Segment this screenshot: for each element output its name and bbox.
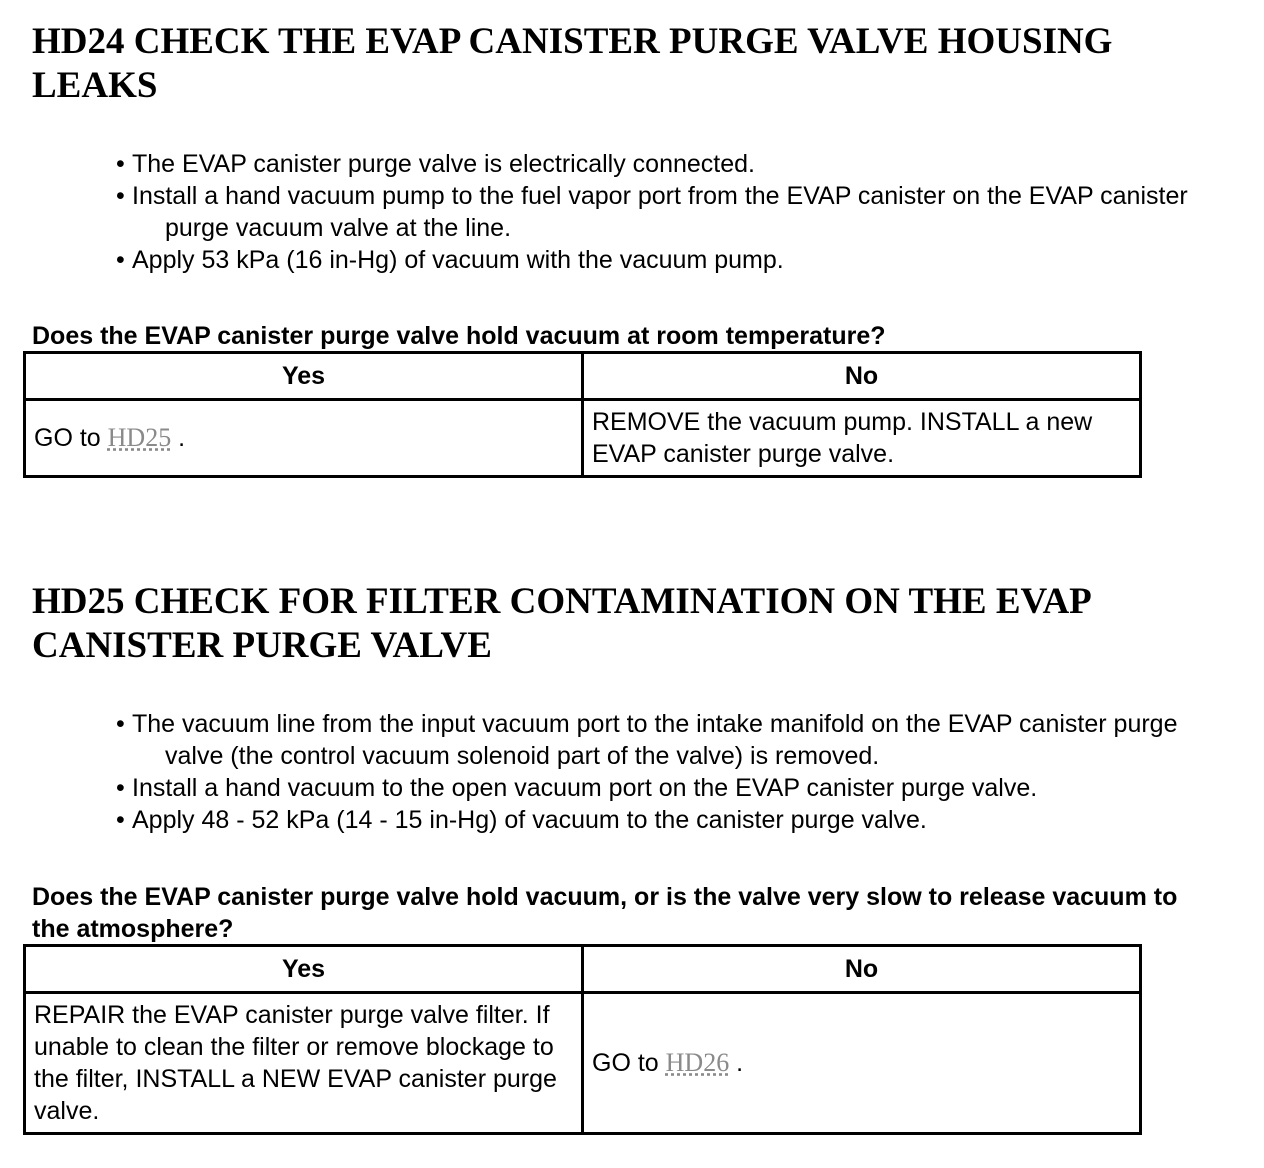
no-header: No xyxy=(583,353,1141,400)
step-item xyxy=(116,708,1236,772)
bullet-icon: • xyxy=(116,806,125,834)
step-item xyxy=(116,148,1236,180)
no-cell xyxy=(583,993,1141,1134)
bullet-icon: • xyxy=(116,774,125,802)
question-text: Does the EVAP canister purge valve hold vacuum at room temperature? xyxy=(32,322,886,350)
yes-cell xyxy=(25,400,583,477)
decision-table xyxy=(23,944,1142,1135)
step-list xyxy=(116,708,1236,836)
yes-prefix: GO to xyxy=(34,424,101,452)
step-item xyxy=(116,804,1236,836)
step-text: Install a hand vacuum to the open vacuum port on the EVAP canister purge valve. xyxy=(132,774,1038,802)
yes-header: Yes xyxy=(25,946,583,993)
step-list xyxy=(116,148,1236,276)
section-title: HD24 CHECK THE EVAP CANISTER PURGE VALVE HOUSING LEAKS xyxy=(32,21,1113,106)
no-cell: REMOVE the vacuum pump. INSTALL a new EVAP canister purge valve. xyxy=(583,400,1141,477)
step-text: Apply 48 - 52 kPa (14 - 15 in-Hg) of vacuum to the canister purge valve. xyxy=(132,806,927,834)
bullet-icon: • xyxy=(116,182,125,210)
bullet-icon: • xyxy=(116,710,125,738)
no-header: No xyxy=(583,946,1141,993)
bullet-icon: • xyxy=(116,150,125,178)
link-hd26[interactable]: HD26 xyxy=(665,1048,730,1077)
yes-header: Yes xyxy=(25,353,583,400)
step-item xyxy=(116,180,1236,244)
decision-table xyxy=(23,351,1142,478)
step-item xyxy=(116,772,1236,804)
no-prefix: GO to xyxy=(592,1049,659,1077)
yes-cell: REPAIR the EVAP canister purge valve filter. If unable to clean the filter or remove blockage to the filter, INSTALL a NEW EVAP canister purge valve. xyxy=(25,993,583,1134)
step-text: Apply 53 kPa (16 in-Hg) of vacuum with the vacuum pump. xyxy=(132,246,784,274)
step-text: The vacuum line from the input vacuum port to the intake manifold on the EVAP canister purge valve (the control vacuum solenoid part of the valve) is removed. xyxy=(132,710,1178,770)
step-text: Install a hand vacuum pump to the fuel vapor port from the EVAP canister on the EVAP canister purge vacuum valve at the line. xyxy=(132,182,1188,242)
step-item xyxy=(116,244,1236,276)
section-title: HD25 CHECK FOR FILTER CONTAMINATION ON THE EVAP CANISTER PURGE VALVE xyxy=(32,581,1090,666)
no-suffix: . xyxy=(736,1049,744,1077)
yes-suffix: . xyxy=(178,424,186,452)
question-text: Does the EVAP canister purge valve hold vacuum, or is the valve very slow to release vacuum to the atmosphere? xyxy=(32,883,1178,943)
link-hd25[interactable]: HD25 xyxy=(107,423,172,452)
step-text: The EVAP canister purge valve is electrically connected. xyxy=(132,150,755,178)
bullet-icon: • xyxy=(116,246,125,274)
